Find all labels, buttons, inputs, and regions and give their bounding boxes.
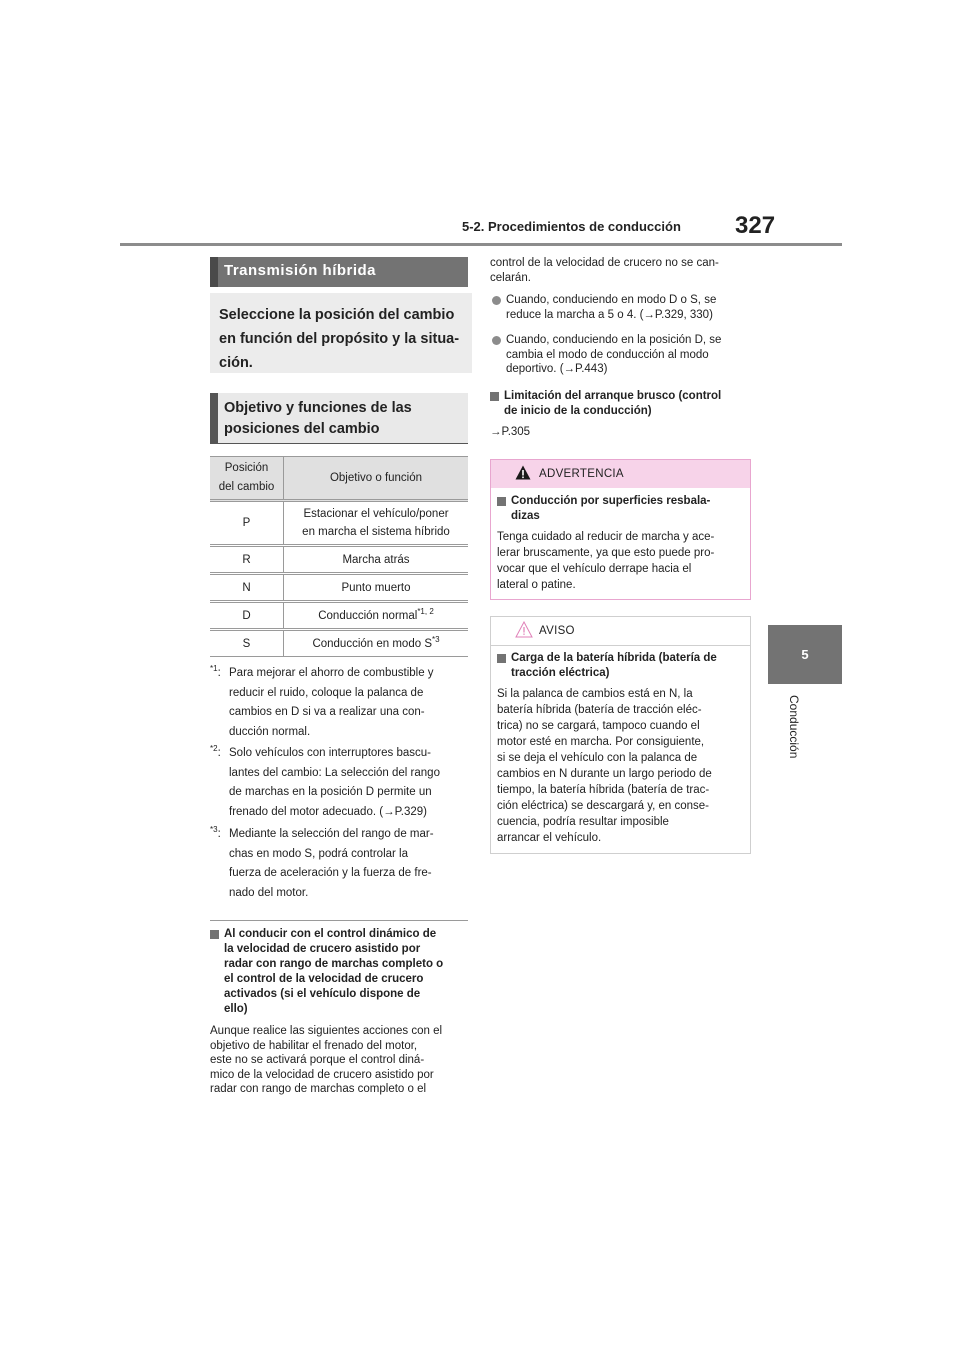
footnote-line: ducción normal. (229, 725, 311, 738)
table-row (210, 501, 468, 546)
heading-line: la velocidad de crucero asistido por (224, 943, 421, 955)
heading-line: dizas (511, 510, 540, 522)
heading-line: radar con rango de marchas completo o (224, 958, 444, 970)
footnote-line: cambios en D si va a realizar una con- (229, 706, 425, 718)
table-cell-function (284, 630, 469, 657)
subsection-heading-block (210, 927, 472, 1017)
warning-box (490, 459, 751, 600)
footnote-mark: $^{*2}$: (210, 744, 221, 759)
section-body (210, 1024, 472, 1097)
footnote (210, 744, 470, 822)
square-bullet-icon (210, 930, 219, 939)
chapter-name: Conducción (787, 695, 801, 759)
bullet-line: cambia el modo de conducción al modo (506, 348, 709, 361)
notice-body (497, 686, 747, 846)
warning-triangle-icon (515, 465, 531, 480)
heading-line: activados (si el vehículo dispone de (224, 988, 421, 1000)
table-cell-function (284, 501, 469, 546)
continuation-text (490, 256, 752, 285)
table-cell-function: Marcha atrás (284, 546, 469, 574)
body-line: lateral o patine. (497, 579, 576, 591)
body-line: motor esté en marcha. Por consiguiente, (497, 736, 705, 748)
body-line: vocar que el vehículo derrape hacia el (497, 563, 692, 575)
notice-heading-block (497, 651, 745, 681)
body-line: este no se activará porque el control diná- (210, 1054, 425, 1066)
body-line: control de la velocidad de crucero no se can- (490, 257, 719, 269)
table-cell-position: S (210, 630, 284, 657)
footnote-text (229, 744, 470, 822)
body-line: si se deja el vehículo con la palanca de (497, 752, 698, 764)
chapter-number: 5 (801, 647, 809, 662)
page-reference: →P.305 (490, 426, 531, 438)
body-line: arrancar el vehículo. (497, 832, 602, 844)
table-cell-position: D (210, 602, 284, 630)
footnote-line: Solo vehículos con interruptores bascu- (229, 747, 431, 759)
circle-bullet-icon (492, 336, 501, 345)
footnote-mark: $^{*1}$: (210, 664, 221, 679)
subheading-accent (210, 393, 218, 443)
section-heading-bar (210, 257, 468, 287)
heading-line: Limitación del arranque brusco (control (504, 390, 722, 402)
intro-text (219, 303, 467, 375)
footnote-ref: *1, 2 (417, 606, 434, 616)
cell-line: en marcha el sistema híbrido (302, 526, 450, 538)
notice-box (490, 616, 751, 854)
table-header-position (210, 457, 284, 501)
footnote-line: nado del motor. (229, 886, 309, 899)
heading-line: Conducción por superficies resbala- (511, 495, 711, 507)
circle-bullet-icon (492, 296, 501, 305)
footnote-mark-text: *1 (210, 664, 218, 674)
table-row (210, 574, 468, 602)
footnote-line: reducir el ruido, coloque la palanca de (229, 686, 424, 699)
footnote (210, 825, 470, 903)
body-line: tiempo, la batería híbrida (batería de trac- (497, 784, 710, 796)
subsection-heading (210, 927, 472, 1017)
footnote-line: de marchas en la posición D permite un (229, 786, 432, 798)
table-row (210, 630, 468, 657)
warning-heading (497, 494, 745, 524)
table-cell-function: Punto muerto (284, 574, 469, 602)
footnote-text (229, 664, 470, 742)
cell-text: Conducción normal (318, 609, 418, 622)
table-header-row (210, 457, 468, 501)
footnote-ref: *3 (432, 634, 440, 644)
body-line: Tenga cuidado al reducir de marcha y ace- (497, 531, 715, 543)
body-line: objetivo de habilitar el frenado del motor, (210, 1039, 418, 1052)
notice-header (491, 617, 750, 646)
chapter-label (785, 695, 805, 775)
body-line: trica) no se cargará, tampoco cuando el (497, 720, 700, 732)
table-cell-function (284, 602, 469, 630)
subheading-line: posiciones del cambio (224, 421, 380, 437)
square-bullet-icon (490, 392, 499, 401)
bullet-item (490, 333, 752, 377)
body-line: ción eléctrica) se descargará y, en conse- (497, 800, 709, 812)
footnote-line: Para mejorar el ahorro de combustible y (229, 667, 434, 679)
warning-body (497, 529, 747, 593)
warning-label: ADVERTENCIA (539, 468, 624, 480)
subheading-box (210, 393, 468, 444)
section-title: 5-2. Procedimientos de conducción (462, 219, 681, 234)
notice-heading (497, 651, 745, 681)
header-rule (120, 243, 842, 246)
intro-line: ción. (219, 355, 253, 371)
square-bullet-icon (497, 497, 506, 506)
table-cell-position: N (210, 574, 284, 602)
heading-line: el control de la velocidad de crucero (224, 973, 424, 985)
body-line: celarán. (490, 271, 531, 284)
footnote-line: chas en modo S, podrá controlar la (229, 847, 408, 860)
body-line: mico de la velocidad de crucero asistido por (210, 1068, 434, 1081)
body-line: lerar bruscamente, ya que esto puede pro- (497, 547, 715, 559)
heading-line: Al conducir con el control dinámico de (224, 928, 437, 940)
section-divider (210, 920, 468, 921)
table-cell-position: P (210, 501, 284, 546)
heading-line: ello) (224, 1003, 248, 1015)
bullet-line: reduce la marcha a 5 o 4. (→P.329, 330) (506, 308, 713, 321)
bullet-text (490, 333, 752, 377)
subheading (224, 398, 464, 440)
heading-line: tracción eléctrica) (511, 667, 610, 679)
subsection-heading-block (490, 389, 752, 419)
footnote-line: frenado del motor adecuado. (→P.329) (229, 805, 427, 818)
page-number: 327 (735, 212, 776, 239)
square-bullet-icon (497, 654, 506, 663)
bullet-line: Cuando, conduciendo en modo D o S, se (506, 294, 717, 306)
footnote-line: lantes del cambio: La selección del rango (229, 766, 440, 779)
body-line: Aunque realice las siguientes acciones con el (210, 1025, 443, 1037)
cell-text: Conducción en modo S (312, 637, 432, 650)
body-line: radar con rango de marchas completo o el (210, 1083, 427, 1095)
footnote-line: Mediante la selección del rango de mar- (229, 828, 434, 840)
warning-heading-block (497, 494, 745, 524)
body-line: batería híbrida (batería de tracción eléc- (497, 704, 702, 716)
heading-accent (210, 257, 218, 287)
bullet-line: Cuando, conduciendo en la posición D, se (506, 334, 722, 346)
intro-line: en función del propósito y la situa- (219, 331, 460, 347)
table-header-function: Objetivo o función (284, 457, 469, 501)
header-line: del cambio (218, 481, 275, 493)
table-cell-position: R (210, 546, 284, 574)
footnote-mark: $^{*3}$: (210, 825, 221, 840)
header-line: Posición (224, 462, 269, 474)
bullet-item (490, 293, 752, 322)
warning-header (491, 460, 750, 488)
body-line: cambios en N durante un largo periodo de (497, 768, 712, 780)
caution-triangle-icon (515, 621, 533, 638)
intro-box (210, 293, 472, 373)
subsection-heading (490, 389, 752, 419)
cell-line: Estacionar el vehículo/poner (303, 508, 449, 520)
notice-label: AVISO (539, 625, 575, 637)
body-line: cuencia, podría resultar imposible (497, 816, 669, 828)
footnote-mark-text: *3 (210, 825, 218, 835)
bullet-text (490, 293, 752, 322)
heading-line: de inicio de la conducción) (504, 405, 652, 417)
heading-line: Carga de la batería híbrida (batería de (511, 652, 717, 664)
shift-position-table (210, 456, 468, 657)
bullet-line: deportivo. (→P.443) (506, 363, 608, 375)
footnote-line: fuerza de aceleración y la fuerza de fre- (229, 867, 432, 879)
table-row (210, 546, 468, 574)
subheading-line: Objetivo y funciones de las (224, 400, 412, 416)
chapter-tab (768, 625, 842, 684)
footnote-mark-text: *2 (210, 744, 218, 754)
footnote-text (229, 825, 470, 903)
section-heading: Transmisión híbrida (224, 262, 377, 279)
body-line: Si la palanca de cambios está en N, la (497, 688, 693, 700)
footnote (210, 664, 470, 742)
table-row (210, 602, 468, 630)
intro-line: Seleccione la posición del cambio (219, 307, 455, 323)
